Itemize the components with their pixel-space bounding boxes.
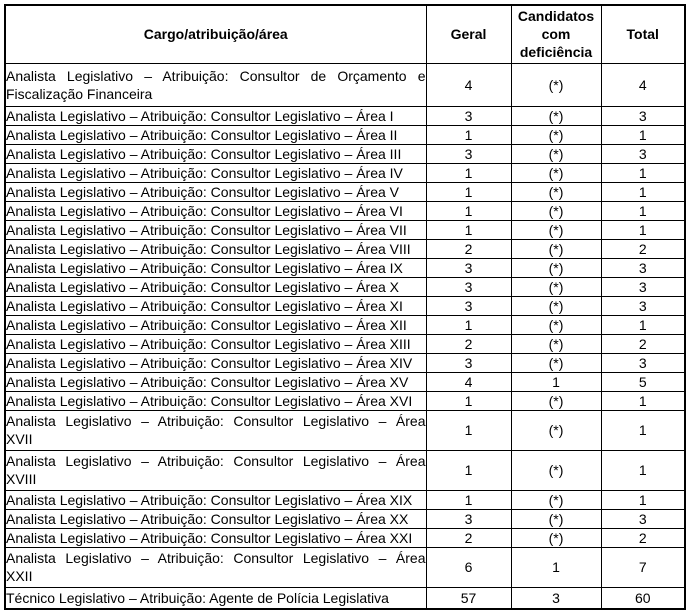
deficiencia-cell: 1 [511, 372, 601, 391]
deficiencia-cell: (*) [511, 410, 601, 450]
total-cell: 1 [601, 125, 685, 144]
table-row [5, 239, 685, 258]
deficiencia-cell: (*) [511, 258, 601, 277]
total-cell: 7 [601, 547, 685, 587]
geral-cell: 6 [426, 547, 511, 587]
total-cell: 3 [601, 144, 685, 163]
deficiencia-cell: (*) [511, 450, 601, 490]
total-cell: 1 [601, 391, 685, 410]
geral-cell: 3 [426, 106, 511, 125]
cargo-text-line: Analista Legislativo – Atribuição: Consultor Legislativo – Área II [6, 126, 398, 143]
cargo-cell [5, 182, 426, 201]
cargo-cell [5, 106, 426, 125]
geral-cell: 1 [426, 450, 511, 490]
cargo-text-line: Analista Legislativo – Atribuição: Consultor Legislativo – Área [6, 453, 426, 469]
cargo-text-line: Analista Legislativo – Atribuição: Consultor Legislativo – Área XV [6, 373, 409, 390]
total-cell: 3 [601, 106, 685, 125]
total-cell: 1 [601, 182, 685, 201]
cargo-text-line: Analista Legislativo – Atribuição: Consultor Legislativo – Área IV [6, 164, 403, 181]
cargo-cell [5, 391, 426, 410]
cargo-cell [5, 125, 426, 144]
deficiencia-cell: (*) [511, 163, 601, 182]
total-cell: 2 [601, 239, 685, 258]
table-row [5, 372, 685, 391]
total-cell: 1 [601, 315, 685, 334]
cargo-cell [5, 220, 426, 239]
table-row [5, 201, 685, 220]
total-cell: 2 [601, 334, 685, 353]
cargo-text-line: Analista Legislativo – Atribuição: Consultor Legislativo – Área XII [6, 316, 407, 333]
deficiencia-cell: (*) [511, 509, 601, 528]
geral-cell: 2 [426, 334, 511, 353]
col-header-total: Total [601, 5, 685, 63]
table-row [5, 353, 685, 372]
geral-cell: 2 [426, 239, 511, 258]
total-cell: 3 [601, 509, 685, 528]
total-cell: 1 [601, 490, 685, 509]
total-cell: 60 [601, 587, 685, 609]
cargo-cell [5, 372, 426, 391]
geral-cell: 3 [426, 296, 511, 315]
total-cell: 1 [601, 220, 685, 239]
cargo-text-line: Analista Legislativo – Atribuição: Consultor Legislativo – Área X [6, 278, 399, 295]
cargo-cell [5, 201, 426, 220]
table-row [5, 125, 685, 144]
cargo-text-line: Analista Legislativo – Atribuição: Consultor Legislativo – Área [6, 413, 426, 429]
cargo-cell [5, 163, 426, 182]
total-cell: 3 [601, 296, 685, 315]
geral-cell: 1 [426, 490, 511, 509]
deficiencia-cell: (*) [511, 239, 601, 258]
geral-cell: 1 [426, 182, 511, 201]
cargo-cell [5, 239, 426, 258]
geral-cell: 3 [426, 353, 511, 372]
deficiencia-cell: (*) [511, 106, 601, 125]
geral-cell: 1 [426, 163, 511, 182]
deficiencia-cell: (*) [511, 391, 601, 410]
table-row [5, 182, 685, 201]
deficiencia-cell: (*) [511, 63, 601, 106]
cargo-text-line: Analista Legislativo – Atribuição: Consultor Legislativo – Área XI [6, 297, 403, 314]
vacancy-table [4, 4, 686, 610]
cargo-text-line: Analista Legislativo – Atribuição: Consultor Legislativo – Área I [6, 107, 394, 124]
table-row [5, 528, 685, 547]
deficiencia-cell: (*) [511, 182, 601, 201]
cargo-cell [5, 587, 426, 609]
total-cell: 1 [601, 450, 685, 490]
table-row [5, 296, 685, 315]
total-cell: 3 [601, 258, 685, 277]
geral-cell: 57 [426, 587, 511, 609]
cargo-cell [5, 63, 426, 106]
geral-cell: 3 [426, 509, 511, 528]
deficiencia-cell: (*) [511, 296, 601, 315]
table-body [5, 63, 685, 609]
total-cell: 5 [601, 372, 685, 391]
cargo-cell [5, 277, 426, 296]
table-row [5, 547, 685, 587]
cargo-text-line: XVIII [6, 471, 37, 487]
deficiencia-cell: (*) [511, 315, 601, 334]
total-cell: 3 [601, 353, 685, 372]
deficiencia-cell: (*) [511, 144, 601, 163]
deficiencia-cell: 3 [511, 587, 601, 609]
table-row [5, 220, 685, 239]
cargo-cell [5, 353, 426, 372]
total-cell: 1 [601, 201, 685, 220]
deficiencia-cell: (*) [511, 220, 601, 239]
cargo-cell [5, 334, 426, 353]
cargo-cell [5, 450, 426, 490]
deficiencia-cell: (*) [511, 334, 601, 353]
deficiencia-cell: (*) [511, 277, 601, 296]
geral-cell: 2 [426, 528, 511, 547]
cargo-text-line: Analista Legislativo – Atribuição: Consultor Legislativo – Área XIII [6, 335, 411, 352]
deficiencia-cell: (*) [511, 353, 601, 372]
table-row [5, 315, 685, 334]
geral-cell: 1 [426, 201, 511, 220]
table-row [5, 258, 685, 277]
table-row [5, 587, 685, 609]
cargo-text-line: Analista Legislativo – Atribuição: Consultor Legislativo – Área XXI [6, 529, 413, 546]
col-header-cargo: Cargo/atribuição/área [5, 5, 426, 63]
geral-cell: 4 [426, 63, 511, 106]
col-header-geral: Geral [426, 5, 511, 63]
geral-cell: 3 [426, 144, 511, 163]
cargo-text-line: Técnico Legislativo – Atribuição: Agente de Polícia Legislativa [6, 589, 389, 606]
cargo-text-line: Analista Legislativo – Atribuição: Consultor Legislativo – Área VI [6, 202, 403, 219]
geral-cell: 1 [426, 391, 511, 410]
table-row [5, 334, 685, 353]
col-header-deficiencia: Candidatos com deficiência [511, 5, 601, 63]
total-cell: 4 [601, 63, 685, 106]
deficiencia-cell: (*) [511, 201, 601, 220]
cargo-text-line: Analista Legislativo – Atribuição: Consultor Legislativo – Área XIV [6, 354, 413, 371]
cargo-text-line: Analista Legislativo – Atribuição: Consultor Legislativo – Área XVI [6, 392, 413, 409]
table-row [5, 391, 685, 410]
cargo-cell [5, 490, 426, 509]
table-row [5, 410, 685, 450]
total-cell: 3 [601, 277, 685, 296]
cargo-text-line: XXII [6, 568, 33, 584]
cargo-cell [5, 296, 426, 315]
table-row [5, 450, 685, 490]
geral-cell: 3 [426, 277, 511, 296]
geral-cell: 1 [426, 125, 511, 144]
cargo-text-line: Analista Legislativo – Atribuição: Consultor de Orçamento e [6, 67, 426, 84]
table-row [5, 277, 685, 296]
cargo-text-line: Analista Legislativo – Atribuição: Consultor Legislativo – Área IX [6, 259, 403, 276]
deficiencia-cell: (*) [511, 528, 601, 547]
table-row [5, 63, 685, 106]
cargo-cell [5, 315, 426, 334]
table-row [5, 509, 685, 528]
geral-cell: 3 [426, 258, 511, 277]
geral-cell: 1 [426, 410, 511, 450]
geral-cell: 1 [426, 315, 511, 334]
deficiencia-cell: (*) [511, 490, 601, 509]
cargo-cell [5, 144, 426, 163]
geral-cell: 1 [426, 220, 511, 239]
table-row [5, 490, 685, 509]
table-row [5, 106, 685, 125]
cargo-cell [5, 547, 426, 587]
cargo-text-line: Analista Legislativo – Atribuição: Consultor Legislativo – Área VIII [6, 240, 411, 257]
cargo-text-line: Analista Legislativo – Atribuição: Consultor Legislativo – Área V [6, 183, 399, 200]
deficiencia-cell: (*) [511, 125, 601, 144]
table-row [5, 144, 685, 163]
cargo-text-line: Analista Legislativo – Atribuição: Consultor Legislativo – Área XX [6, 510, 409, 527]
cargo-text-line: Fiscalização Financeira [6, 85, 153, 102]
cargo-text-line: Analista Legislativo – Atribuição: Consultor Legislativo – Área VII [6, 221, 407, 238]
cargo-cell [5, 509, 426, 528]
cargo-text-line: Analista Legislativo – Atribuição: Consultor Legislativo – Área III [6, 145, 402, 162]
cargo-text-line: Analista Legislativo – Atribuição: Consultor Legislativo – Área XIX [6, 491, 413, 508]
deficiencia-cell: 1 [511, 547, 601, 587]
table-row [5, 163, 685, 182]
total-cell: 1 [601, 410, 685, 450]
cargo-cell [5, 410, 426, 450]
cargo-text-line: XVII [6, 431, 33, 447]
total-cell: 2 [601, 528, 685, 547]
header-row [5, 5, 685, 63]
cargo-cell [5, 528, 426, 547]
total-cell: 1 [601, 163, 685, 182]
cargo-text-line: Analista Legislativo – Atribuição: Consultor Legislativo – Área [6, 550, 426, 566]
geral-cell: 4 [426, 372, 511, 391]
cargo-cell [5, 258, 426, 277]
